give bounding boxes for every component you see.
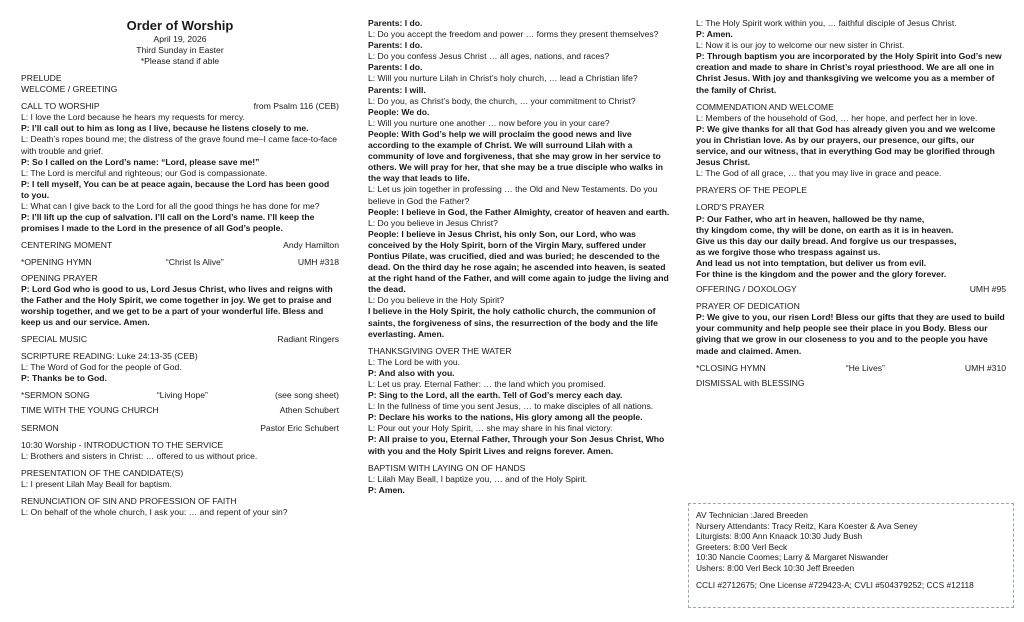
litany-line: P: And also with you.	[368, 367, 455, 378]
closing-hymn-heading: *CLOSING HYMN	[696, 362, 766, 373]
baptism-heading: BAPTISM WITH LAYING ON OF HANDS	[368, 462, 526, 473]
column-middle	[368, 18, 671, 496]
staff-line: 10:30 Nancie Coomes; Larry & Margaret Niswander	[696, 552, 889, 563]
litany-line: L: The Lord be with you.	[368, 356, 461, 367]
intro-heading: 10:30 Worship - INTRODUCTION TO THE SERVICE	[21, 439, 224, 450]
license-line: CCLI #2712675; One License #729423-A; CVLI #504379252; CCS #12118	[696, 579, 974, 590]
litany-line: L: Will you nurture Lilah in Christ’s holy church, … lead a Christian life?	[368, 73, 638, 84]
litany-line: People: I believe in God, the Father Almighty, creator of heaven and earth.	[368, 206, 670, 217]
dismissal-heading: DISMISSAL with BLESSING	[696, 377, 805, 388]
special-music-heading: SPECIAL MUSIC	[21, 333, 88, 344]
young-church-row	[21, 405, 339, 416]
service-date: April 19, 2026	[153, 34, 207, 44]
litany-line: L: In the fullness of time you sent Jesus, … to make disciples of all nations.	[368, 401, 654, 412]
renunciation-text: L: On behalf of the whole church, I ask you: … and repent of your sin?	[21, 507, 288, 518]
offering-row	[696, 284, 1006, 295]
column-left	[21, 18, 339, 518]
litany-line: P: I’ll lift up the cup of salvation. I’ll call on the Lord’s name. I’ll keep the promises I made to the Lord in the presence of all God’s people.	[21, 212, 315, 234]
litany-line: L: What can I give back to the Lord for all the good things he has done for me?	[21, 201, 320, 212]
litany-line: L: The Holy Spirit work within you, … faithful disciple of Jesus Christ.	[696, 18, 957, 28]
litany-line: L: I love the Lord because he hears my requests for mercy.	[21, 112, 245, 123]
call-to-worship-heading: CALL TO WORSHIP	[21, 101, 100, 112]
offering-number: UMH #95	[969, 284, 1006, 295]
thanksgiving-litany	[368, 357, 671, 457]
sermon-heading: SERMON	[21, 422, 59, 433]
commendation-litany	[696, 113, 1006, 180]
young-church-leader: Athen Schubert	[279, 405, 339, 416]
litany-line: L: Now it is our joy to welcome our new sister in Christ.	[696, 40, 905, 51]
centering-leader: Andy Hamilton	[283, 240, 339, 251]
litany-line: People: We do.	[368, 106, 430, 117]
staff-line: Greeters: 8:00 Verl Beck	[696, 541, 788, 552]
litany-line: P: All praise to you, Eternal Father, Through your Son Jesus Christ, Who with you and the Holy Spirit Lives and reigns forever. Amen.	[368, 434, 665, 456]
centering-heading: CENTERING MOMENT	[21, 240, 113, 251]
litany-line: L: The Lord is merciful and righteous; our God is compassionate.	[21, 167, 268, 178]
staff-line: Liturgists: 8:00 Ann Knaack 10:30 Judy Bush	[696, 531, 863, 542]
sermon-song-title: “Living Hope”	[156, 390, 208, 401]
litany-line: P: Declare his works to the nations, His glory among all the people.	[368, 412, 643, 423]
prelude-heading: PRELUDE	[21, 73, 62, 83]
litany-line: L: Do you confess Jesus Christ … all ages, nations, and races?	[368, 51, 610, 62]
litany-line: L: Members of the household of God, … her hope, and perfect her in love.	[696, 112, 978, 123]
welcome-heading: WELCOME / GREETING	[21, 84, 118, 95]
closing-hymn-number: UMH #310	[964, 362, 1006, 373]
presentation-text: L: I present Lilah May Beall for baptism.	[21, 478, 172, 489]
opening-prayer-text: P: Lord God who is good to us, Lord Jesus Christ, who lives and reigns with the Father and the Holy Spirit, we come together in joy. We get to praise and worship together, and we get to be a part of your wonderful life. Bless and keep us and our service. Amen.	[21, 283, 333, 327]
column-right	[696, 18, 1006, 389]
bulletin-title: Order of Worship	[126, 18, 234, 33]
prayer-line: thy kingdom come, thy will be done, on earth as it is in heaven.	[696, 224, 954, 235]
offering-heading: OFFERING / DOXOLOGY	[696, 284, 797, 295]
call-to-worship-source: from Psalm 116 (CEB)	[253, 101, 339, 112]
special-music-row	[21, 334, 339, 345]
welcome-litany	[696, 18, 1006, 96]
prayer-line: And lead us not into temptation, but deliver us from evil.	[696, 257, 927, 268]
baptism-people-line: P: Amen.	[368, 484, 405, 495]
litany-line: Parents: I will.	[368, 84, 426, 95]
sermon-preacher: Pastor Eric Schubert	[260, 422, 339, 433]
staff-line: AV Technician :Jared Breeden	[696, 510, 808, 520]
litany-line: L: Do you accept the freedom and power … forms they present themselves?	[368, 29, 659, 40]
commendation-heading: COMMENDATION AND WELCOME	[696, 101, 834, 112]
scripture-heading: SCRIPTURE READING: Luke 24:13-35 (CEB)	[21, 351, 198, 362]
litany-line: L: The God of all grace, … that you may live in grace and peace.	[696, 168, 942, 179]
litany-line: L: Do you believe in Jesus Christ?	[368, 217, 498, 228]
litany-line: People: I believe in Jesus Christ, his only Son, our Lord, who was conceived by the Holy Spirit, born of the Virgin Mary, suffered under Pontius Pilate, was crucified, died and was buried; he descended to the dead. On the third day he rose again; he ascended into heaven, is seated at the right hand of the Father, and will come again to judge the living and the dead.	[368, 228, 669, 295]
litany-line: P: I’ll call out to him as long as I live, because he listens closely to me.	[21, 123, 309, 134]
litany-line: L: Let us pray. Eternal Father: … the land which you promised.	[368, 379, 606, 389]
call-to-worship-row	[21, 101, 339, 112]
dedication-text: P: We give to you, our risen Lord! Bless our gifts that they are used to build your community and help people see their place in you Body. Bless our giving that we grow in our closeness to you and to the people you have made and claimed. Amen.	[696, 312, 1005, 356]
opening-hymn-row	[21, 257, 339, 268]
lords-prayer-text	[696, 214, 1006, 281]
sermon-song-row	[21, 390, 339, 401]
litany-line: P: So I called on the Lord’s name: “Lord, please save me!”	[21, 156, 260, 167]
litany-line: L: Do you, as Christ’s body, the church, … your commitment to Christ?	[368, 95, 636, 106]
litany-line: P: I tell myself, You can be at peace again, because the Lord has been good to you.	[21, 178, 330, 200]
liturgical-season: Third Sunday in Easter	[136, 45, 224, 55]
call-to-worship-litany	[21, 112, 339, 234]
intro-text: L: Brothers and sisters in Christ: … offered to us without price.	[21, 450, 258, 461]
prayers-people-heading: PRAYERS OF THE PEOPLE	[696, 185, 807, 196]
prayer-line: P: Our Father, who art in heaven, hallowed be thy name,	[696, 213, 925, 224]
closing-hymn-row	[696, 363, 1006, 374]
litany-line: Parents: I do.	[368, 18, 423, 28]
litany-line: P: We give thanks for all that God has already given you and we welcome you in Christian love. As by our prayers, our presence, our gifts, our service, and our witness, that in everything God may be glorified through Jesus Christ.	[696, 123, 996, 168]
staff-line: Ushers: 8:00 Verl Beck 10:30 Jeff Breeden	[696, 562, 855, 573]
opening-hymn-title: “Christ Is Alive”	[165, 257, 224, 268]
sermon-song-note: (see song sheet)	[274, 390, 339, 401]
opening-hymn-heading: *OPENING HYMN	[21, 257, 92, 268]
litany-line: Parents: I do.	[368, 62, 423, 73]
bulletin-header	[21, 18, 339, 67]
centering-row	[21, 240, 339, 251]
litany-line: L: Let us join together in professing … the Old and New Testaments. Do you believe in God the Father?	[368, 184, 658, 206]
staff-box	[688, 503, 1014, 608]
scripture-leader-line: L: The Word of God for the people of God.	[21, 362, 182, 373]
renunciation-heading: RENUNCIATION OF SIN AND PROFESSION OF FAITH	[21, 496, 237, 506]
special-music-performer: Radiant Ringers	[277, 333, 339, 344]
litany-line: I believe in the Holy Spirit, the holy catholic church, the communion of saints, the forgiveness of sins, the resurrection of the body and the life everlasting. Amen.	[368, 306, 658, 339]
baptism-leader-line: L: Lilah May Beall, I baptize you, … and of the Holy Spirit.	[368, 473, 588, 484]
litany-line: L: Will you nurture one another … now before you in your care?	[368, 117, 610, 128]
scripture-people-line: P: Thanks be to God.	[21, 373, 107, 384]
litany-line: L: Pour out your Holy Spirit, … she may share in his final victory.	[368, 423, 613, 434]
closing-hymn-title: “He Lives”	[845, 362, 885, 373]
staff-line: Nursery Attendants: Tracy Reitz, Kara Koester & Ava Seney	[696, 520, 918, 531]
litany-line: People: With God’s help we will proclaim the good news and live according to the example of Christ. We will surround Lilah with a community of love and forgiveness, that she may grow in her service to others. We will pray for her, that she may be a true disciple who walks in the way that leads to life.	[368, 128, 663, 184]
litany-line: P: Through baptism you are incorporated by the Holy Spirit into God’s new creation and made to share in Christ’s royal priesthood. We are all one in Christ Jesus. With joy and thanksgiving we welcome you as a member of the family of Christ.	[696, 51, 1002, 95]
baptismal-questions	[368, 18, 671, 340]
litany-line: Parents: I do.	[368, 40, 423, 51]
dedication-heading: PRAYER OF DEDICATION	[696, 301, 800, 312]
prayer-line: Give us this day our daily bread. And forgive us our trespasses,	[696, 235, 957, 246]
litany-line: L: Do you believe in the Holy Spirit?	[368, 295, 505, 306]
litany-line: P: Sing to the Lord, all the earth. Tell of God’s mercy each day.	[368, 390, 623, 401]
presentation-heading: PRESENTATION OF THE CANDIDATE(S)	[21, 467, 184, 478]
sermon-row	[21, 423, 339, 434]
staff-list	[696, 510, 1013, 574]
sermon-song-heading: *SERMON SONG	[21, 390, 90, 401]
lords-prayer-heading: LORD'S PRAYER	[696, 202, 765, 213]
prayer-line: as we forgive those who trespass against us.	[696, 246, 881, 257]
stand-note: *Please stand if able	[140, 56, 220, 66]
opening-prayer-heading: OPENING PRAYER	[21, 272, 98, 283]
opening-hymn-number: UMH #318	[297, 257, 339, 268]
litany-line: P: Amen.	[696, 29, 733, 40]
prayer-line: For thine is the kingdom and the power and the glory forever.	[696, 268, 947, 279]
thanksgiving-heading: THANKSGIVING OVER THE WATER	[368, 345, 512, 356]
young-church-heading: TIME WITH THE YOUNG CHURCH	[21, 405, 159, 416]
litany-line: L: Death’s ropes bound me; the distress of the grave found me–I came face-to-face with trouble and grief.	[21, 134, 338, 156]
